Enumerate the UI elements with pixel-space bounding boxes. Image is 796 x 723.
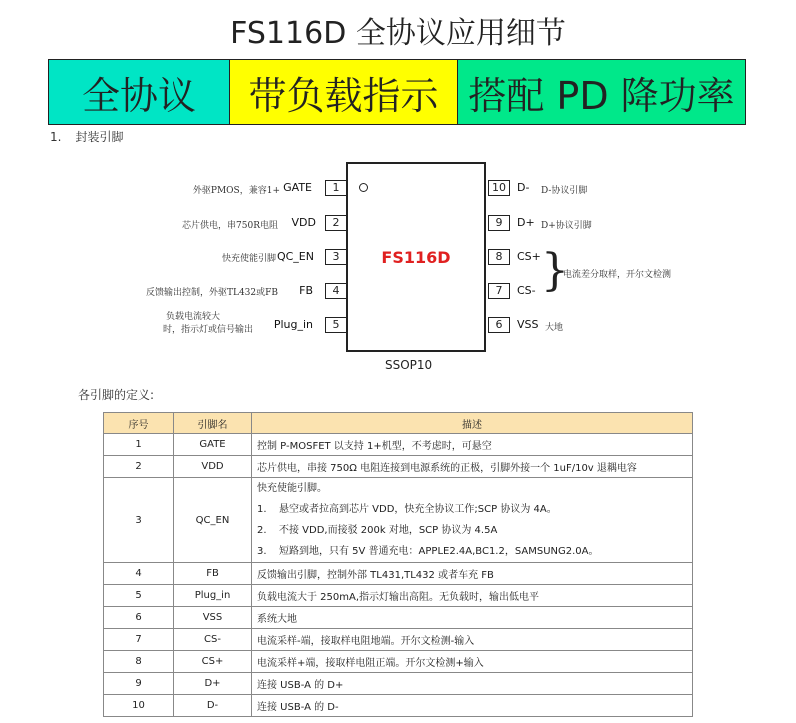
section-number: 1.	[50, 130, 62, 144]
cell-pin: D-	[174, 695, 252, 717]
cell-pin: D+	[174, 673, 252, 695]
table-row	[104, 434, 693, 456]
section-heading-definitions: 各引脚的定义:	[78, 388, 155, 402]
pin-6-label: VSS	[517, 318, 539, 331]
item-text: 不接 VDD,而接驳 200k 对地，SCP 协议为 4.5A	[279, 525, 498, 536]
cell-num: 8	[104, 651, 174, 673]
desc-item	[257, 499, 687, 520]
pin-3-note: 快充使能引脚	[221, 254, 276, 264]
header-pin: 引脚名	[174, 413, 252, 434]
item-text: 短路到地，只有 5V 普通充电：APPLE2.4A,BC1.2，SAMSUNG2.0A。	[279, 546, 599, 557]
pin-1-label: GATE	[283, 181, 312, 194]
table-row	[104, 651, 693, 673]
pin1-marker-icon	[359, 183, 368, 192]
pin-1-number: 1	[325, 180, 347, 196]
pin-9-number: 9	[488, 215, 510, 231]
table-row	[104, 673, 693, 695]
cell-num: 10	[104, 695, 174, 717]
cell-desc: 连接 USB-A 的 D-	[252, 695, 693, 717]
pin-10-label: D-	[517, 181, 530, 194]
cell-num: 7	[104, 629, 174, 651]
feature-banner	[48, 59, 746, 125]
pin-4-number: 4	[325, 283, 347, 299]
cell-desc: 芯片供电，串接 750Ω 电阻连接到电源系统的正极，引脚外接一个 1uF/10v 退耦电容	[252, 456, 693, 478]
pin-6-note: 大地	[545, 323, 564, 333]
desc-line: 快充使能引脚。	[257, 483, 327, 494]
cell-pin: Plug_in	[174, 585, 252, 607]
page-title: FS116D 全协议应用细节	[230, 16, 566, 51]
pin-6-number: 6	[488, 317, 510, 333]
pin-2-number: 2	[325, 215, 347, 231]
package-label: SSOP10	[385, 358, 433, 372]
pin-9-label: D+	[517, 216, 535, 229]
cell-num: 9	[104, 673, 174, 695]
cell-desc: 控制 P-MOSFET 以支持 1+机型，不考虑时，可悬空	[252, 434, 693, 456]
cell-num: 1	[104, 434, 174, 456]
cs-note: 电流差分取样，开尔文检测	[563, 270, 672, 280]
pin-5-label: Plug_in	[273, 318, 313, 331]
item-number: 3.	[257, 546, 267, 557]
pin-4-note: 反馈输出控制，外驱TL432或FB	[145, 288, 278, 298]
pin-8-label: CS+	[517, 250, 541, 263]
pin-5-number: 5	[325, 317, 347, 333]
item-number: 1.	[257, 504, 267, 515]
pin-5-note-line2: 时，指示灯或信号输出	[163, 325, 254, 335]
cell-num: 3	[104, 478, 174, 563]
table-row	[104, 607, 693, 629]
cell-num: 4	[104, 563, 174, 585]
section-heading-package	[50, 128, 123, 145]
cell-desc	[252, 478, 693, 563]
header-num: 序号	[104, 413, 174, 434]
cs-brace-icon: }	[541, 245, 569, 296]
pin-3-number: 3	[325, 249, 347, 265]
pin-10-note: D-协议引脚	[541, 186, 588, 196]
item-number: 2.	[257, 525, 267, 536]
table-row	[104, 695, 693, 717]
pin-2-label: VDD	[291, 216, 316, 229]
cell-pin: CS-	[174, 629, 252, 651]
table-row	[104, 563, 693, 585]
pin-3-label: QC_EN	[276, 250, 314, 263]
banner-pd-derating: 搭配 PD 降功率	[457, 60, 745, 124]
cell-desc: 反馈输出引脚，控制外部 TL431,TL432 或者车充 FB	[252, 563, 693, 585]
pin-9-note: D+协议引脚	[541, 221, 592, 231]
item-text: 悬空或者拉高到芯片 VDD，快充全协议工作;SCP 协议为 4A。	[279, 504, 557, 515]
table-row	[104, 629, 693, 651]
pin-10-number: 10	[488, 180, 510, 196]
cell-pin: GATE	[174, 434, 252, 456]
table-row	[104, 585, 693, 607]
cell-desc: 电流采样+端，接取样电阻正端。开尔文检测+输入	[252, 651, 693, 673]
desc-item	[257, 520, 687, 541]
header-desc: 描述	[252, 413, 693, 434]
cell-desc: 连接 USB-A 的 D+	[252, 673, 693, 695]
banner-full-protocol: 全协议	[49, 60, 229, 124]
pin-4-label: FB	[299, 284, 313, 297]
table-row	[104, 456, 693, 478]
cell-pin: VDD	[174, 456, 252, 478]
banner-load-indicator: 带负载指示	[229, 60, 457, 124]
section-label: 封装引脚	[75, 130, 124, 144]
cell-desc: 系统大地	[252, 607, 693, 629]
pin-8-number: 8	[488, 249, 510, 265]
cell-num: 5	[104, 585, 174, 607]
cell-num: 2	[104, 456, 174, 478]
pin-2-note: 芯片供电，串750R电阻	[182, 221, 278, 231]
chip-name: FS116D	[381, 248, 451, 267]
pin-5-note-line1: 负载电流较大	[166, 312, 221, 322]
pin-7-label: CS-	[517, 284, 536, 297]
cell-pin: QC_EN	[174, 478, 252, 563]
cell-num: 6	[104, 607, 174, 629]
chip-body	[346, 162, 486, 352]
table-row	[104, 478, 693, 563]
cell-pin: FB	[174, 563, 252, 585]
desc-item	[257, 541, 687, 562]
cell-pin: CS+	[174, 651, 252, 673]
cell-desc: 负载电流大于 250mA,指示灯输出高阻。无负载时，输出低电平	[252, 585, 693, 607]
pin-1-note: 外驱PMOS，兼容1+	[192, 186, 280, 196]
pin-definition-table	[103, 412, 693, 717]
table-header-row	[104, 413, 693, 434]
cell-pin: VSS	[174, 607, 252, 629]
cell-desc: 电流采样-端，接取样电阻地端。开尔文检测-输入	[252, 629, 693, 651]
pin-7-number: 7	[488, 283, 510, 299]
